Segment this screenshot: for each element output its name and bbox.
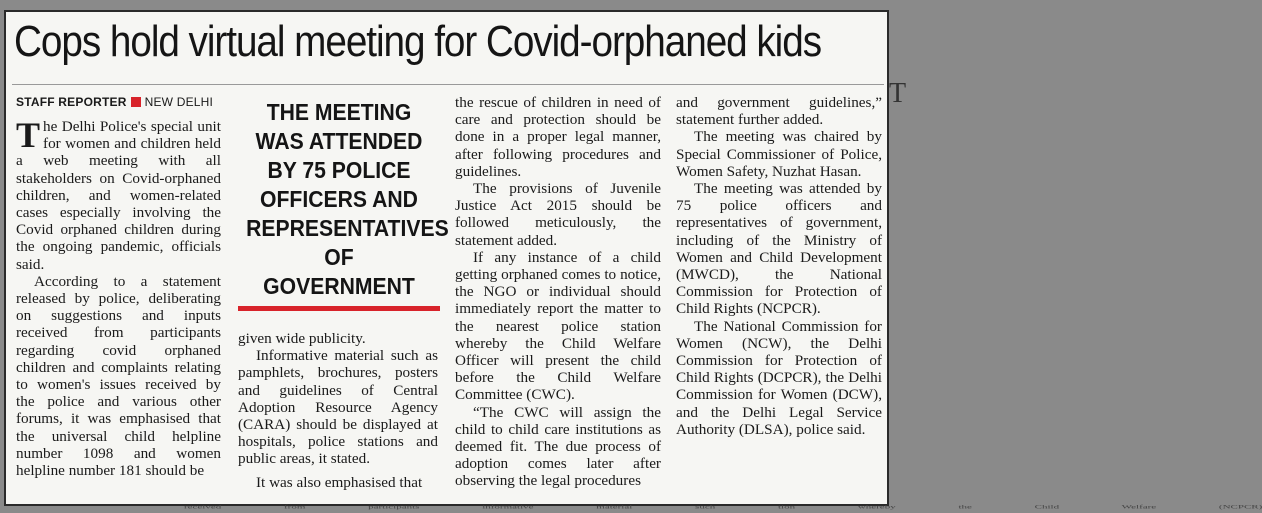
- column-3: [455, 94, 661, 490]
- paragraph: The National Commission for Women (NCW), the Delhi Commission for Protection of Child Rights (DCPCR), the Delhi Commission for Women (DCW), and the Delhi Legal Service Authority (DLSA), police said.: [676, 317, 882, 438]
- paragraph: “The CWC will assign the child to child care institutions as deemed fit. The due process of adoption comes later after observing the legal procedures: [455, 403, 661, 490]
- pull-quote: THE MEETING WAS ATTENDED BY 75 POLICE OFFICERS AND REPRESENTATIVES OF GOVERNMENT: [246, 99, 449, 299]
- adjacent-article-fragment: T: [889, 78, 907, 109]
- paragraph: It was also emphasised that: [256, 473, 423, 491]
- headline: Cops hold virtual meeting for Covid-orphaned kids: [14, 17, 822, 66]
- paragraph: Informative material such as pamphlets, brochures, posters and guidelines of Central Adoption Resource Agency (CARA) should be displayed at hospitals, police stations and public areas, it stated.: [238, 347, 438, 468]
- column-4: [676, 94, 882, 438]
- paragraph: The meeting was attended by 75 police officers and representatives of government, including of the Ministry of Women and Child Development (MWCD), the National Commission for Protection of Child Rights (NCPCR).: [676, 180, 882, 318]
- byline-reporter: STAFF REPORTER: [16, 95, 127, 109]
- bleed-through-text: received from participants informative material such tion whereby the Child Welfare (NCPCR): [184, 504, 1262, 510]
- red-square-icon: [131, 97, 141, 107]
- paragraph: The meeting was chaired by Special Commissioner of Police, Women Safety, Nuzhat Hasan.: [676, 128, 882, 180]
- paragraph: and government guidelines,” statement further added.: [676, 94, 882, 129]
- paragraph: The provisions of Juvenile Justice Act 2015 should be followed meticulously, the statement added.: [455, 180, 661, 249]
- drop-cap: T: [16, 115, 41, 155]
- paragraph: [16, 115, 221, 273]
- column-1: [16, 94, 221, 479]
- paragraph: If any instance of a child getting orphaned comes to notice, the NGO or individual should immediately report the matter to the nearest police station whereby the Child Welfare Officer will present the child before the Child Welfare Committee (CWC).: [455, 248, 661, 404]
- paragraph: According to a statement released by police, deliberating on suggestions and inputs received from participants regarding covid orphaned children and complaints relating to women's issues received by the police and various other forums, it was emphasised that the universal child helpline number 1098 and women helpline number 181 should be: [16, 272, 221, 480]
- paragraph: the rescue of children in need of care and protection should be done in a proper legal manner, after following procedures and guidelines.: [455, 94, 661, 180]
- byline: [16, 94, 221, 110]
- column-2: [238, 330, 438, 491]
- pull-quote-rule: [238, 306, 440, 311]
- newspaper-clipping: [4, 10, 1262, 510]
- byline-city: NEW DELHI: [144, 95, 214, 109]
- paragraph-text: he Delhi Police's special unit for women and children held a web meeting with all stakeholders on Covid-orphaned children, and women-related cases especially involving the Covid orphaned children during the ongoing pandemic, officials said.: [16, 118, 221, 273]
- headline-rule: [12, 84, 884, 85]
- paragraph: given wide publicity.: [238, 330, 366, 347]
